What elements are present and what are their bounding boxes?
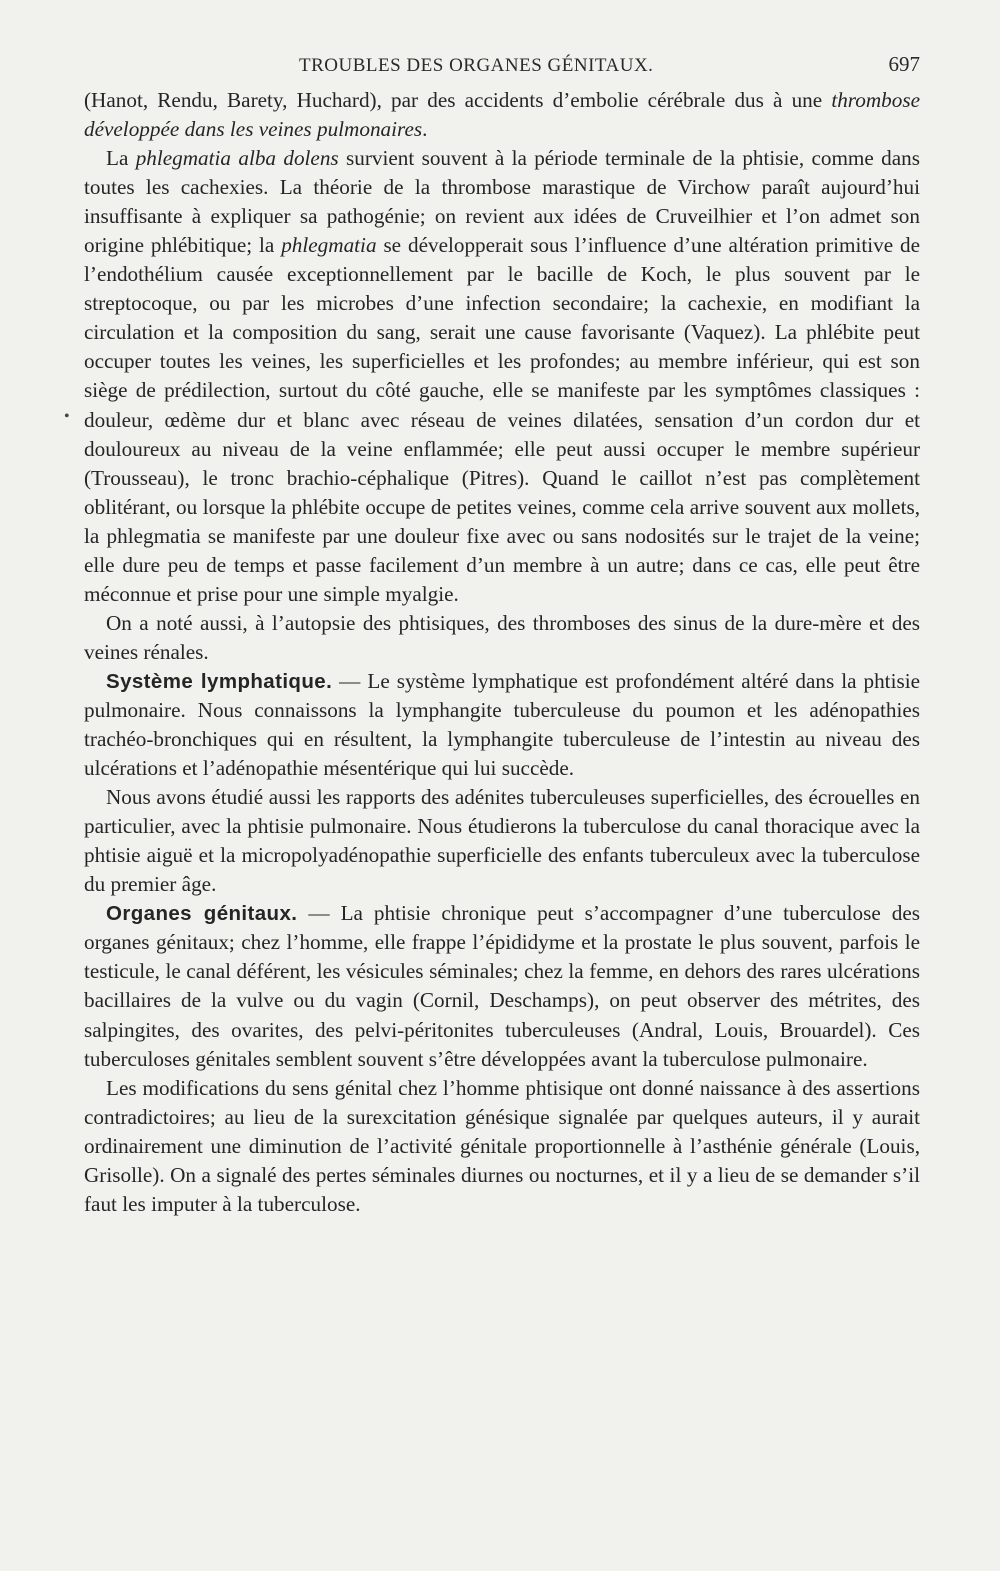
paragraph-adenites: Nous avons étudié aussi les rapports des adénites tuberculeuses superficielles, des écrouelles en particulier, avec la phtisie pulmonaire. Nous étudierons la tuberculose du canal thoracique avec la phtisie aiguë et la micropolyadénopathie superficielle des enfants tuberculeux avec la tuberculose du premier âge. <box>84 785 920 897</box>
italic-term: phlegmatia <box>281 233 377 258</box>
running-head <box>84 52 920 83</box>
page-number: 697 <box>888 52 920 76</box>
paragraph-embolie <box>84 86 920 144</box>
body-text <box>84 86 920 1219</box>
paragraph-thromboses: On a noté aussi, à l’autopsie des phtisiques, des thromboses des sinus de la dure-mère et des veines rénales. <box>84 610 920 664</box>
paragraph-sens-genital: Les modifications du sens génital chez l’homme phtisique ont donné naissance à des assertions contradictoires; au lieu de la surexcitation génésique signalée par quelques auteurs, il y aurait ordinairement une diminution de l’activité génitale proportionnelle à l’asthénie générale (Louis, Grisolle). On a signalé des pertes séminales diurnes ou nocturnes, et il y a lieu de se demander s’il faut les imputer à la tuberculose. <box>84 1075 920 1216</box>
text-run: La <box>106 146 136 171</box>
running-title: TROUBLES DES ORGANES GÉNITAUX. <box>299 55 654 76</box>
text-run: — Le système lymphatique est profondément altéré dans la phtisie pulmonaire. Nous connaissons la lymphangite tuberculeuse du poumon et les adénopathies trachéo-bronchiques qui en résultent, la lymphangite tuberculeuse de l’intestin au niveau des ulcérations et l’adénopathie mésentérique qui lui succède. <box>84 668 920 781</box>
text-run: se développerait sous l’influence d’une altération primitive de l’endothélium causée exceptionnellement par le bacille de Koch, le plus souvent par le streptocoque, ou par les microbes d’une infection secondaire; la cachexie, en modifiant la circulation et la composition du sang, serait une cause favorisante (Vaquez). La phlébite peut occuper toutes les veines, les superficielles et les profondes; au membre inférieur, qui est son siège de prédilection, surtout du côté gauche, elle se manifeste par les symptômes classiques : douleur, œdème dur et blanc avec réseau de veines dilatées, sensation d’un cordon dur et douloureux au niveau de la veine enflammée; elle peut aussi occuper le membre supérieur (Trousseau), le tronc brachio-céphalique (Pitres). Quand le caillot n’est pas complètement oblitérant, ou lorsque la phlébite occupe de petites veines, comme cela arrive souvent aux mollets, la phlegmatia se manifeste par une douleur fixe avec ou sans nodosités sur le trajet de la veine; elle dure peu de temps et passe facilement d’un membre à un autre; dans ce cas, elle peut être méconnue et prise pour une simple myalgie. <box>84 233 921 606</box>
text-run: . <box>422 117 428 142</box>
paragraph-phlegmatia <box>84 144 920 609</box>
paragraph-lymphatique <box>84 667 920 783</box>
section-heading-genitaux: Organes génitaux. <box>106 902 298 926</box>
text-run: survient souvent à la période terminale de la phtisie, comme dans toutes les cachexies. La théorie de la thrombose marastique de Virchow paraît aujourd’hui insuffisante à expliquer sa pathogénie; on revient aux idées de Cruveilhier et l’on admet son origine phlébitique; la <box>84 146 920 258</box>
text-run: (Hanot, Rendu, Barety, Huchard), par des accidents d’embolie cérébrale dus à une <box>84 88 832 112</box>
italic-term: phlegmatia alba dolens <box>135 146 339 171</box>
italic-term: thrombose développée dans les veines pulmonaires <box>84 88 920 142</box>
section-heading-lymphatique: Système lymphatique. <box>106 669 333 693</box>
margin-mark: • <box>64 408 70 425</box>
paragraph-genitaux <box>84 899 920 1073</box>
text-run: — La phtisie chronique peut s’accompagner d’une tuberculose des organes génitaux; chez l’homme, elle frappe l’épididyme et la prostate le plus souvent, parfois le testicule, le canal déférent, les vésicules séminales; chez la femme, en dehors des rares ulcérations bacillaires de la vulve ou du vagin (Cornil, Deschamps), on peut observer des métrites, des salpingites, des ovarites, des pelvi-péritonites tuberculeuses (Andral, Louis, Brouardel). Ces tuberculoses génitales semblent souvent s’être développées avant la tuberculose pulmonaire. <box>84 901 921 1071</box>
